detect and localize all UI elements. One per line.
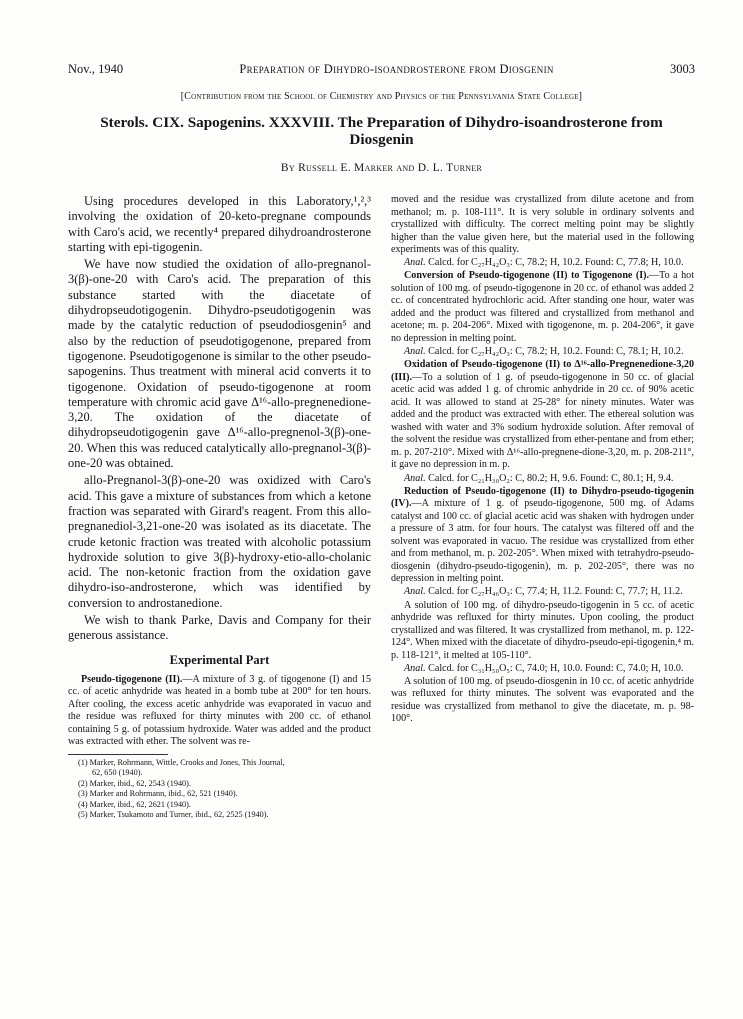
- footnote-rule: [68, 754, 168, 755]
- analysis-paragraph: [391, 663, 694, 676]
- body-paragraph: We have now studied the oxidation of allo-pregnanol-3(β)-one-20 with Caro's acid. The preparation of this substance started with the diacetate of dihydropseudotigogenin. Dihydro-pseudotigogenin was made by the catalytic reduction of pseudodiosgenin⁵ and also by the reduction of pseudotigogenone, prepared from tigogenone. Pseudotigogenone is similar to the other pseudo-sapogenins. Thus treatment with mineral acid converts it to tigogenone. Oxidation of pseudo-tigogenone at room temperature with chromic acid gave Δ¹⁶-allo-pregnenedione-3,20. The oxidation of the diacetate of dihydropseudotigogenin gave Δ¹⁶-allo-pregnenol-3(β)-one-20. When this was reduced catalytically allo-pregnanol-3(β)-one-20 was obtained.: [68, 257, 371, 471]
- paragraph-text: —A mixture of 3 g. of tigogenone (I) and 15 cc. of acetic anhydride was heated in a bomb tube at 200° for ten hours. After cooling, the excess acetic anhydride was evaporated in vacuo and the residue was refluxed for thirty minutes with 200 cc. of ethanol containing 5 g. of potassium hydroxide. Water was added and the product was extracted with ether. The solvent was re-: [68, 673, 371, 748]
- anal-label: Anal.: [404, 586, 426, 598]
- experimental-paragraph: [391, 359, 694, 472]
- experimental-paragraph: A solution of 100 mg. of pseudo-diosgenin in 10 cc. of acetic anhydride was refluxed for thirty minutes. The solvent was evaporated and the residue was crystallized from methanol to give the diacetate, m. p. 98-100°.: [391, 675, 694, 725]
- analysis-text: Calcd. for C₂₇H₄₂O₃: C, 78.2; H, 10.2. Found: C, 77.8; H, 10.0.: [425, 257, 684, 269]
- analysis-text: Calcd. for C₃₁H₅₀O₅: C, 74.0; H, 10.0. Found: C, 74.0; H, 10.0.: [425, 662, 684, 674]
- paragraph-text: —To a solution of 1 g. of pseudo-tigogenone in 50 cc. of glacial acetic acid was added 1 g. of chromic anhydride in 20 cc. of 90% acetic acid. It was allowed to stand at 25-28° for ninety minutes. Water was added and the product was extracted with ether. The ethereal solution was washed with water and 3% sodium hydroxide solution. After removal of the solvent the residue was crystallized from ether-pentane and from ether; m. p. 207-210°. Mixed with Δ¹⁶-allo-pregnene-dione-3,20, m. p. 208-211°, it gave no depression in m. p.: [391, 371, 694, 471]
- body-paragraph: allo-Pregnanol-3(β)-one-20 was oxidized with Caro's acid. This gave a mixture of substances from which a ketone fraction was separated with Girard's reagent. From this allo-pregnanediol-3,21-one-20 was isolated as its diacetate. The crude ketonic fraction was treated with alcoholic potassium hydroxide solution to give 3(β)-hydroxy-etio-allo-cholanic acid. The non-ketonic fraction from the oxidation gave dihydro-iso-androsterone, which was identified by conversion to androstanedione.: [68, 473, 371, 610]
- footnote: (3) Marker and Rohrmann, ibid., 62, 521 (1940).: [78, 789, 238, 799]
- two-column-body: [68, 194, 695, 821]
- footnote: (1) Marker, Rohrmann, Wittle, Crooks and Jones, This Journal,: [78, 757, 285, 767]
- header-page-number: 3003: [669, 62, 695, 76]
- analysis-paragraph: [391, 346, 694, 359]
- experimental-paragraph: A solution of 100 mg. of dihydro-pseudo-tigogenin in 5 cc. of acetic anhydride was refluxed for thirty minutes. Upon cooling, the product crystallized and was filtered. It was crystallized from methanol, m. p. 122-124°. When mixed with the diacetate of dihydro-pseudo-epi-tigogenin,⁴ m. p. 118-121°, it melted at 105-110°.: [391, 599, 694, 661]
- analysis-text: Calcd. for C₂₁H₃₀O₂: C, 80.2; H, 9.6. Found: C, 80.1; H, 9.4.: [425, 472, 674, 484]
- footnote: (2) Marker, ibid., 62, 2543 (1940).: [78, 778, 191, 788]
- body-paragraph: Using procedures developed in this Laboratory,¹,²,³ involving the oxidation of 20-keto-pregnane compounds with Caro's acid, we recently⁴ prepared dihydroandrosterone starting with epi-tigogenin.: [68, 194, 371, 254]
- analysis-paragraph: [391, 586, 694, 599]
- paragraph-text: —To a hot solution of 100 mg. of pseudo-tigogenone in 20 cc. of ethanol was added 2 cc. of concentrated hydrochloric acid. After standing one hour, water was added and the product was filtered and crystallized from methanol and acetone; m. p. 204-206°. Mixed with tigogenone, m. p. 204-206°, it gave no depression in melting point.: [391, 270, 694, 345]
- continued-paragraph: moved and the residue was crystallized from dilute acetone and from methanol; m. p. 108-111°. It is very soluble in ordinary solvents and crystallized with difficulty. The correct melting point may be slightly higher than the value given here, but the material used in the following experiments was of this quality.: [391, 194, 694, 256]
- running-header: [68, 62, 695, 77]
- author-byline: By Russell E. Marker and D. L. Turner: [280, 162, 483, 174]
- right-column: [391, 194, 694, 821]
- header-running-title: Preparation of Dihydro-isoandrosterone from Diosgenin: [239, 62, 554, 76]
- header-date: Nov., 1940: [68, 62, 124, 76]
- anal-label: Anal.: [404, 257, 426, 269]
- experimental-paragraph: [391, 270, 694, 345]
- analysis-paragraph: [391, 257, 694, 270]
- article-title: Sterols. CIX. Sapogenins. XXXVIII. The Preparation of Dihydro-isoandrosterone from Diosgenin: [100, 114, 663, 148]
- footnote: 62, 650 (1940).: [92, 768, 143, 778]
- paragraph-text: —A mixture of 1 g. of pseudo-tigogenone, 500 mg. of Adams catalyst and 100 cc. of glacial acetic acid was shaken with hydrogen under a pressure of 3 atm. for four hours. The catalyst was filtered off and the solvent was evaporated in vacuo. The residue was crystallized from ether and from methanol, m. p. 202-205°. When mixed with tetrahydro-pseudo-diosgenin (dihydro-pseudo-tigogenin), m. p. 202-205°, there was no depression in melting point.: [391, 498, 694, 585]
- anal-label: Anal.: [404, 662, 426, 674]
- experimental-heading: Experimental Part: [169, 652, 270, 667]
- analysis-text: Calcd. for C₂₇H₄₂O₃: C, 78.2; H, 10.2. Found: C, 78.1; H, 10.2.: [425, 346, 684, 358]
- run-in-heading: Conversion of Pseudo-tigogenone (II) to Tigogenone (I).: [404, 270, 650, 282]
- acknowledgment-paragraph: We wish to thank Parke, Davis and Company for their generous assistance.: [68, 613, 371, 643]
- footnote: (4) Marker, ibid., 62, 2621 (1940).: [78, 799, 191, 809]
- run-in-heading: Oxidation of Pseudo-tigogenone (II) to Δ¹⁶-allo-Pregnenedione-3,20 (III).: [391, 359, 694, 383]
- footnotes: [68, 758, 371, 821]
- analysis-text: Calcd. for C₂₇H₄₆O₃: C, 77.4; H, 11.2. Found: C, 77.7; H, 11.2.: [425, 586, 683, 598]
- experimental-paragraph: [68, 674, 371, 749]
- footnote: (5) Marker, Tsukamoto and Turner, ibid., 62, 2525 (1940).: [78, 810, 269, 820]
- run-in-heading: Pseudo-tigogenone (II).: [81, 673, 183, 685]
- experimental-paragraph: [391, 486, 694, 586]
- analysis-paragraph: [391, 473, 694, 486]
- left-column: [68, 194, 371, 821]
- anal-label: Anal.: [404, 346, 426, 358]
- anal-label: Anal.: [404, 472, 426, 484]
- run-in-heading: Reduction of Pseudo-tigogenone (II) to Dihydro-pseudo-tigogenin (IV).: [391, 485, 694, 510]
- contribution-line: [Contribution from the School of Chemistry and Physics of the Pennsylvania State College]: [180, 91, 583, 102]
